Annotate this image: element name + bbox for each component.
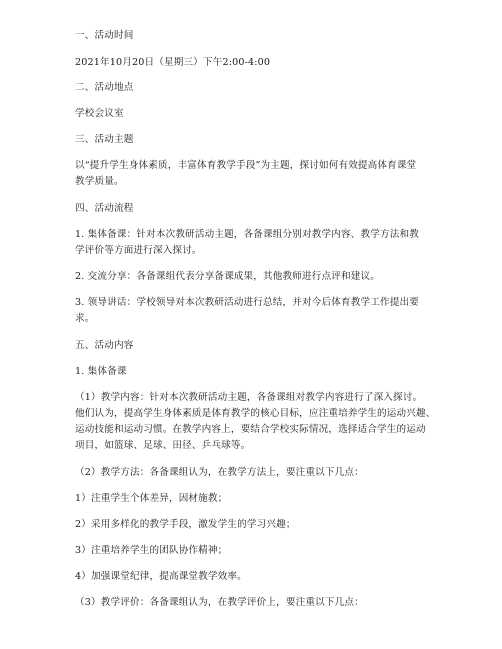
heading-activity-theme: 三、活动主题 xyxy=(75,134,134,145)
content-paragraph-line: 项目，如篮球、足球、田径、乒乓球等。 xyxy=(75,440,251,451)
process-item-1-line: 学评价等方面进行深入探讨。 xyxy=(75,245,202,256)
content-paragraph-line: 他们认为，提高学生身体素质是体育教学的核心目标，应注重培养学生的运动兴趣、 xyxy=(75,408,436,419)
method-list-item: 1）注重学生个体差异，因材施教； xyxy=(75,493,228,504)
activity-time-text: 2021年10月20日（星期三）下午2:00-4:00 xyxy=(75,57,271,68)
content-paragraph-line: 运动技能和运动习惯。在教学内容上，要结合学校实际情况，选择适合学生的运动 xyxy=(75,424,426,435)
teaching-evaluation-line: （3）教学评价：各备课组认为，在教学评价上，要注重以下几点： xyxy=(75,597,364,608)
process-item-3-line: 求。 xyxy=(75,313,95,324)
theme-paragraph-line: 以“提升学生身体素质，丰富体育教学手段”为主题，探讨如何有效提高体育课堂 xyxy=(75,160,417,171)
method-list-item: 3）注重培养学生的团队协作精神； xyxy=(75,545,228,556)
method-list-item: 4）加强课堂纪律，提高课堂教学效率。 xyxy=(75,571,247,582)
process-item-3-line: 3. 领导讲话：学校领导对本次教研活动进行总结，并对今后体育教学工作提出要 xyxy=(75,297,419,308)
heading-activity-time: 一、活动时间 xyxy=(75,30,134,41)
process-item-1-line: 1. 集体备课：针对本次教研活动主题，各备课组分别对教学内容、教学方法和教 xyxy=(75,229,419,240)
process-item-2: 2. 交流分享：各备课组代表分享备课成果，其他教师进行点评和建议。 xyxy=(75,271,380,282)
teaching-method-line: （2）教学方法：各备课组认为，在教学方法上，要注重以下几点： xyxy=(75,467,364,478)
content-subheading-1: 1. 集体备课 xyxy=(75,366,127,377)
activity-location-text: 学校会议室 xyxy=(75,108,124,119)
heading-activity-location: 二、活动地点 xyxy=(75,82,134,93)
theme-paragraph-line: 教学质量。 xyxy=(75,176,124,187)
method-list-item: 2）采用多样化的教学手段，激发学生的学习兴趣； xyxy=(75,519,296,530)
heading-activity-content: 五、活动内容 xyxy=(75,340,134,351)
content-paragraph-line: （1）教学内容：针对本次教研活动主题，各备课组对教学内容进行了深入探讨。 xyxy=(75,392,423,403)
heading-activity-process: 四、活动流程 xyxy=(75,203,134,214)
